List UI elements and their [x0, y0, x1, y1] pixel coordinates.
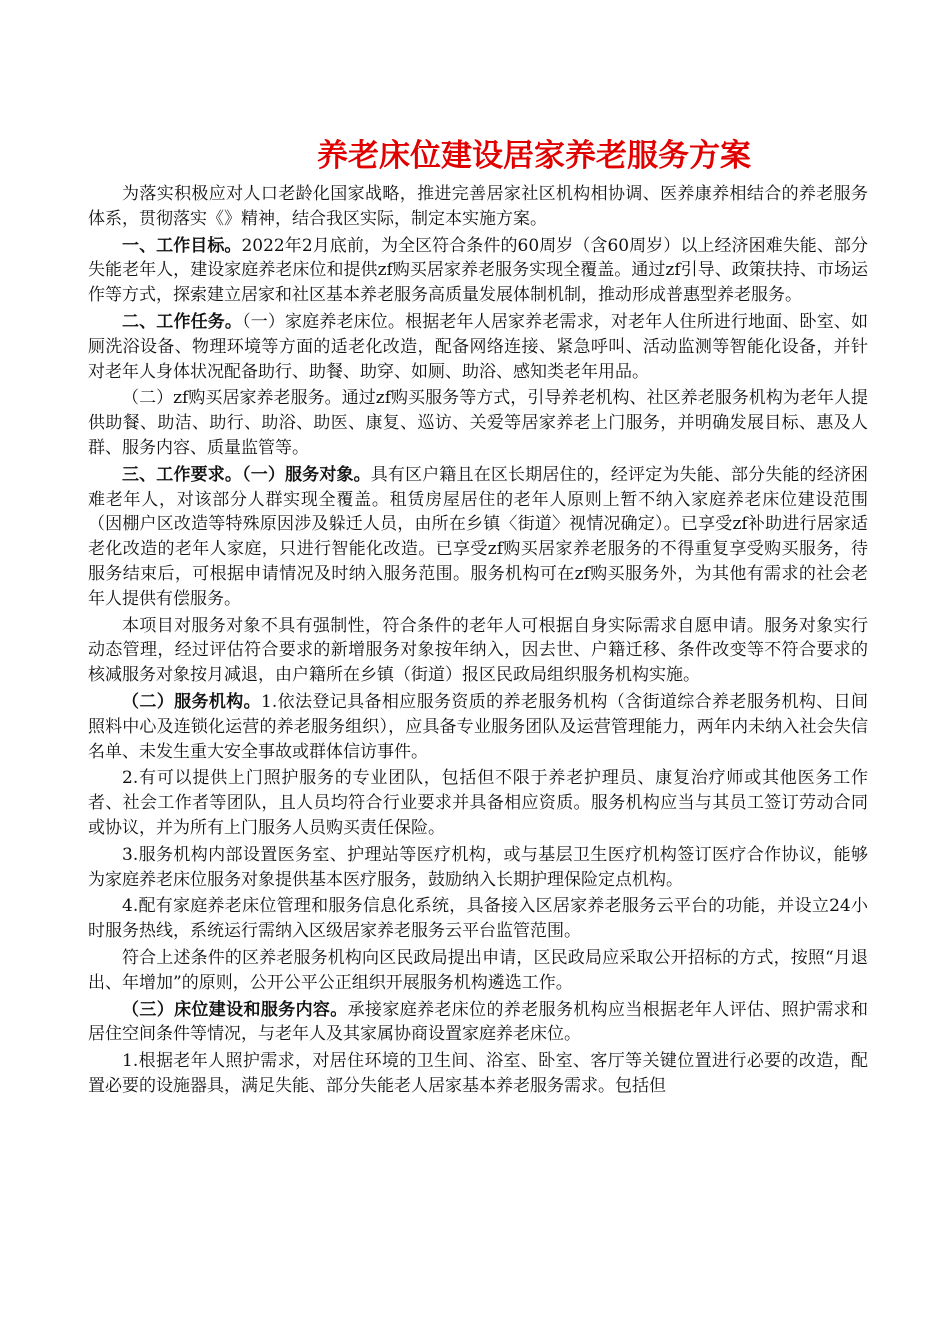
paragraph-text: 具有区户籍且在区长期居住的，经评定为失能、部分失能的经济困难老年人，对该部分人群实现全覆盖。租赁房屋居住的老年人原则上暂不纳入家庭养老床位建设范围（因棚户区改造等特殊原因涉及躲迁人员，由所在乡镇〈街道〉视情况确定）。已享受zf补助进行居家适老化改造的老年人家庭，只进行智能化改造。已享受zf购买居家养老服务的不得重复享受购买服务，待服务结束后，可根据申请情况及时纳入服务范围。服务机构可在zf购买服务外，为其他有需求的社会老年人提供有偿服务。	[88, 464, 869, 609]
paragraph-text: （二）zf购买居家养老服务。通过zf购买服务等方式，引导养老机构、社区养老服务机构为老年人提供助餐、助洁、助行、助浴、助医、康复、巡访、关爱等居家养老上门服务，并明确发展目标、惠及人群、服务内容、质量监管等。	[88, 388, 868, 458]
paragraph	[88, 894, 868, 944]
paragraph-text: （一）家庭养老床位。根据老年人居家养老需求，对老年人住所进行地面、卧室、如厕洗浴设备、物理环境等方面的适老化改造，配备网络连接、紧急呼叫、活动监测等智能化设备，并针对老年人身体状况配备助行、助餐、助穿、如厕、助浴、感知类老年用品。	[88, 311, 869, 382]
paragraph	[88, 182, 868, 232]
paragraph-text: 为落实积极应对人口老龄化国家战略，推进完善居家社区机构相协调、医养康养相结合的养老服务体系，贯彻落实《》精神，结合我区实际，制定本实施方案。	[88, 184, 868, 229]
paragraph-text: 2.有可以提供上门照护服务的专业团队，包括但不限于养老护理员、康复治疗师或其他医务工作者、社会工作者等团队，且人员均符合行业要求并具备相应资质。服务机构应当与其员工签订劳动合同或协议，并为所有上门服务人员购买责任保险。	[88, 768, 868, 838]
paragraph-text: 3.服务机构内部设置医务室、护理站等医疗机构，或与基层卫生医疗机构签订医疗合作协议，能够为家庭养老床位服务对象提供基本医疗服务，鼓励纳入长期护理保险定点机构。	[88, 844, 868, 890]
paragraph	[88, 310, 868, 384]
paragraph	[88, 234, 868, 308]
paragraph	[88, 463, 868, 612]
document-title: 养老床位建设居家养老服务方案	[317, 138, 751, 174]
paragraph-text: 1.根据老年人照护需求，对居住环境的卫生间、浴室、卧室、客厅等关键位置进行必要的改造，配置必要的设施器具，满足失能、部分失能老人居家基本养老服务需求。包括但	[88, 1051, 868, 1096]
document-body	[88, 182, 868, 1099]
paragraph-heading: 二、工作任务。	[122, 311, 243, 332]
paragraph-text: 1.依法登记具备相应服务资质的养老服务机构（含街道综合养老服务机构、日间照料中心及连锁化运营的养老服务组织），应具备专业服务团队及运营管理能力，两年内未纳入社会失信名单、未发生重大安全事故或群体信访事件。	[88, 691, 869, 762]
paragraph-text: 本项目对服务对象不具有强制性，符合条件的老年人可根据自身实际需求自愿申请。服务对象实行动态管理，经过评估符合要求的新增服务对象按年纳入，因去世、户籍迁移、条件改变等不符合要求的核减服务对象按月减退，由户籍所在乡镇（街道）报区民政局组织服务机构实施。	[88, 615, 868, 686]
document-page	[88, 128, 868, 1101]
paragraph	[88, 998, 868, 1048]
paragraph-text: 2022年2月底前，为全区符合条件的60周岁（含60周岁）以上经济困难失能、部分失能老年人，建设家庭养老床位和提供zf购买居家养老服务实现全覆盖。通过zf引导、政策扶持、市场运作等方式，探索建立居家和社区基本养老服务高质量发展体制机制，推动形成普惠型养老服务。	[88, 235, 868, 306]
paragraph	[88, 614, 868, 688]
paragraph	[88, 1049, 868, 1099]
paragraph-heading: 三、工作要求。（一）服务对象。	[122, 464, 371, 485]
paragraph-heading: （二）服务机构。	[122, 691, 262, 712]
paragraph	[88, 766, 868, 840]
paragraph	[88, 843, 868, 893]
paragraph-text: 4.配有家庭养老床位管理和服务信息化系统，具备接入区居家养老服务云平台的功能，并设立24小时服务热线，系统运行需纳入区级居家养老服务云平台监管范围。	[88, 896, 868, 942]
paragraph-text: 符合上述条件的区养老服务机构向区民政局提出申请，区民政局应采取公开招标的方式，按照“月退出、年增加”的原则，公开公平公正组织开展服务机构遴选工作。	[88, 947, 868, 993]
paragraph	[88, 386, 868, 460]
paragraph-text: 承接家庭养老床位的养老服务机构应当根据老年人评估、照护需求和居住空间条件等情况，与老年人及其家属协商设置家庭养老床位。	[88, 999, 869, 1045]
paragraph-heading: （三）床位建设和服务内容。	[122, 999, 348, 1020]
paragraph	[88, 946, 868, 996]
paragraph-heading: 一、工作目标。	[122, 235, 242, 256]
paragraph	[88, 690, 868, 764]
